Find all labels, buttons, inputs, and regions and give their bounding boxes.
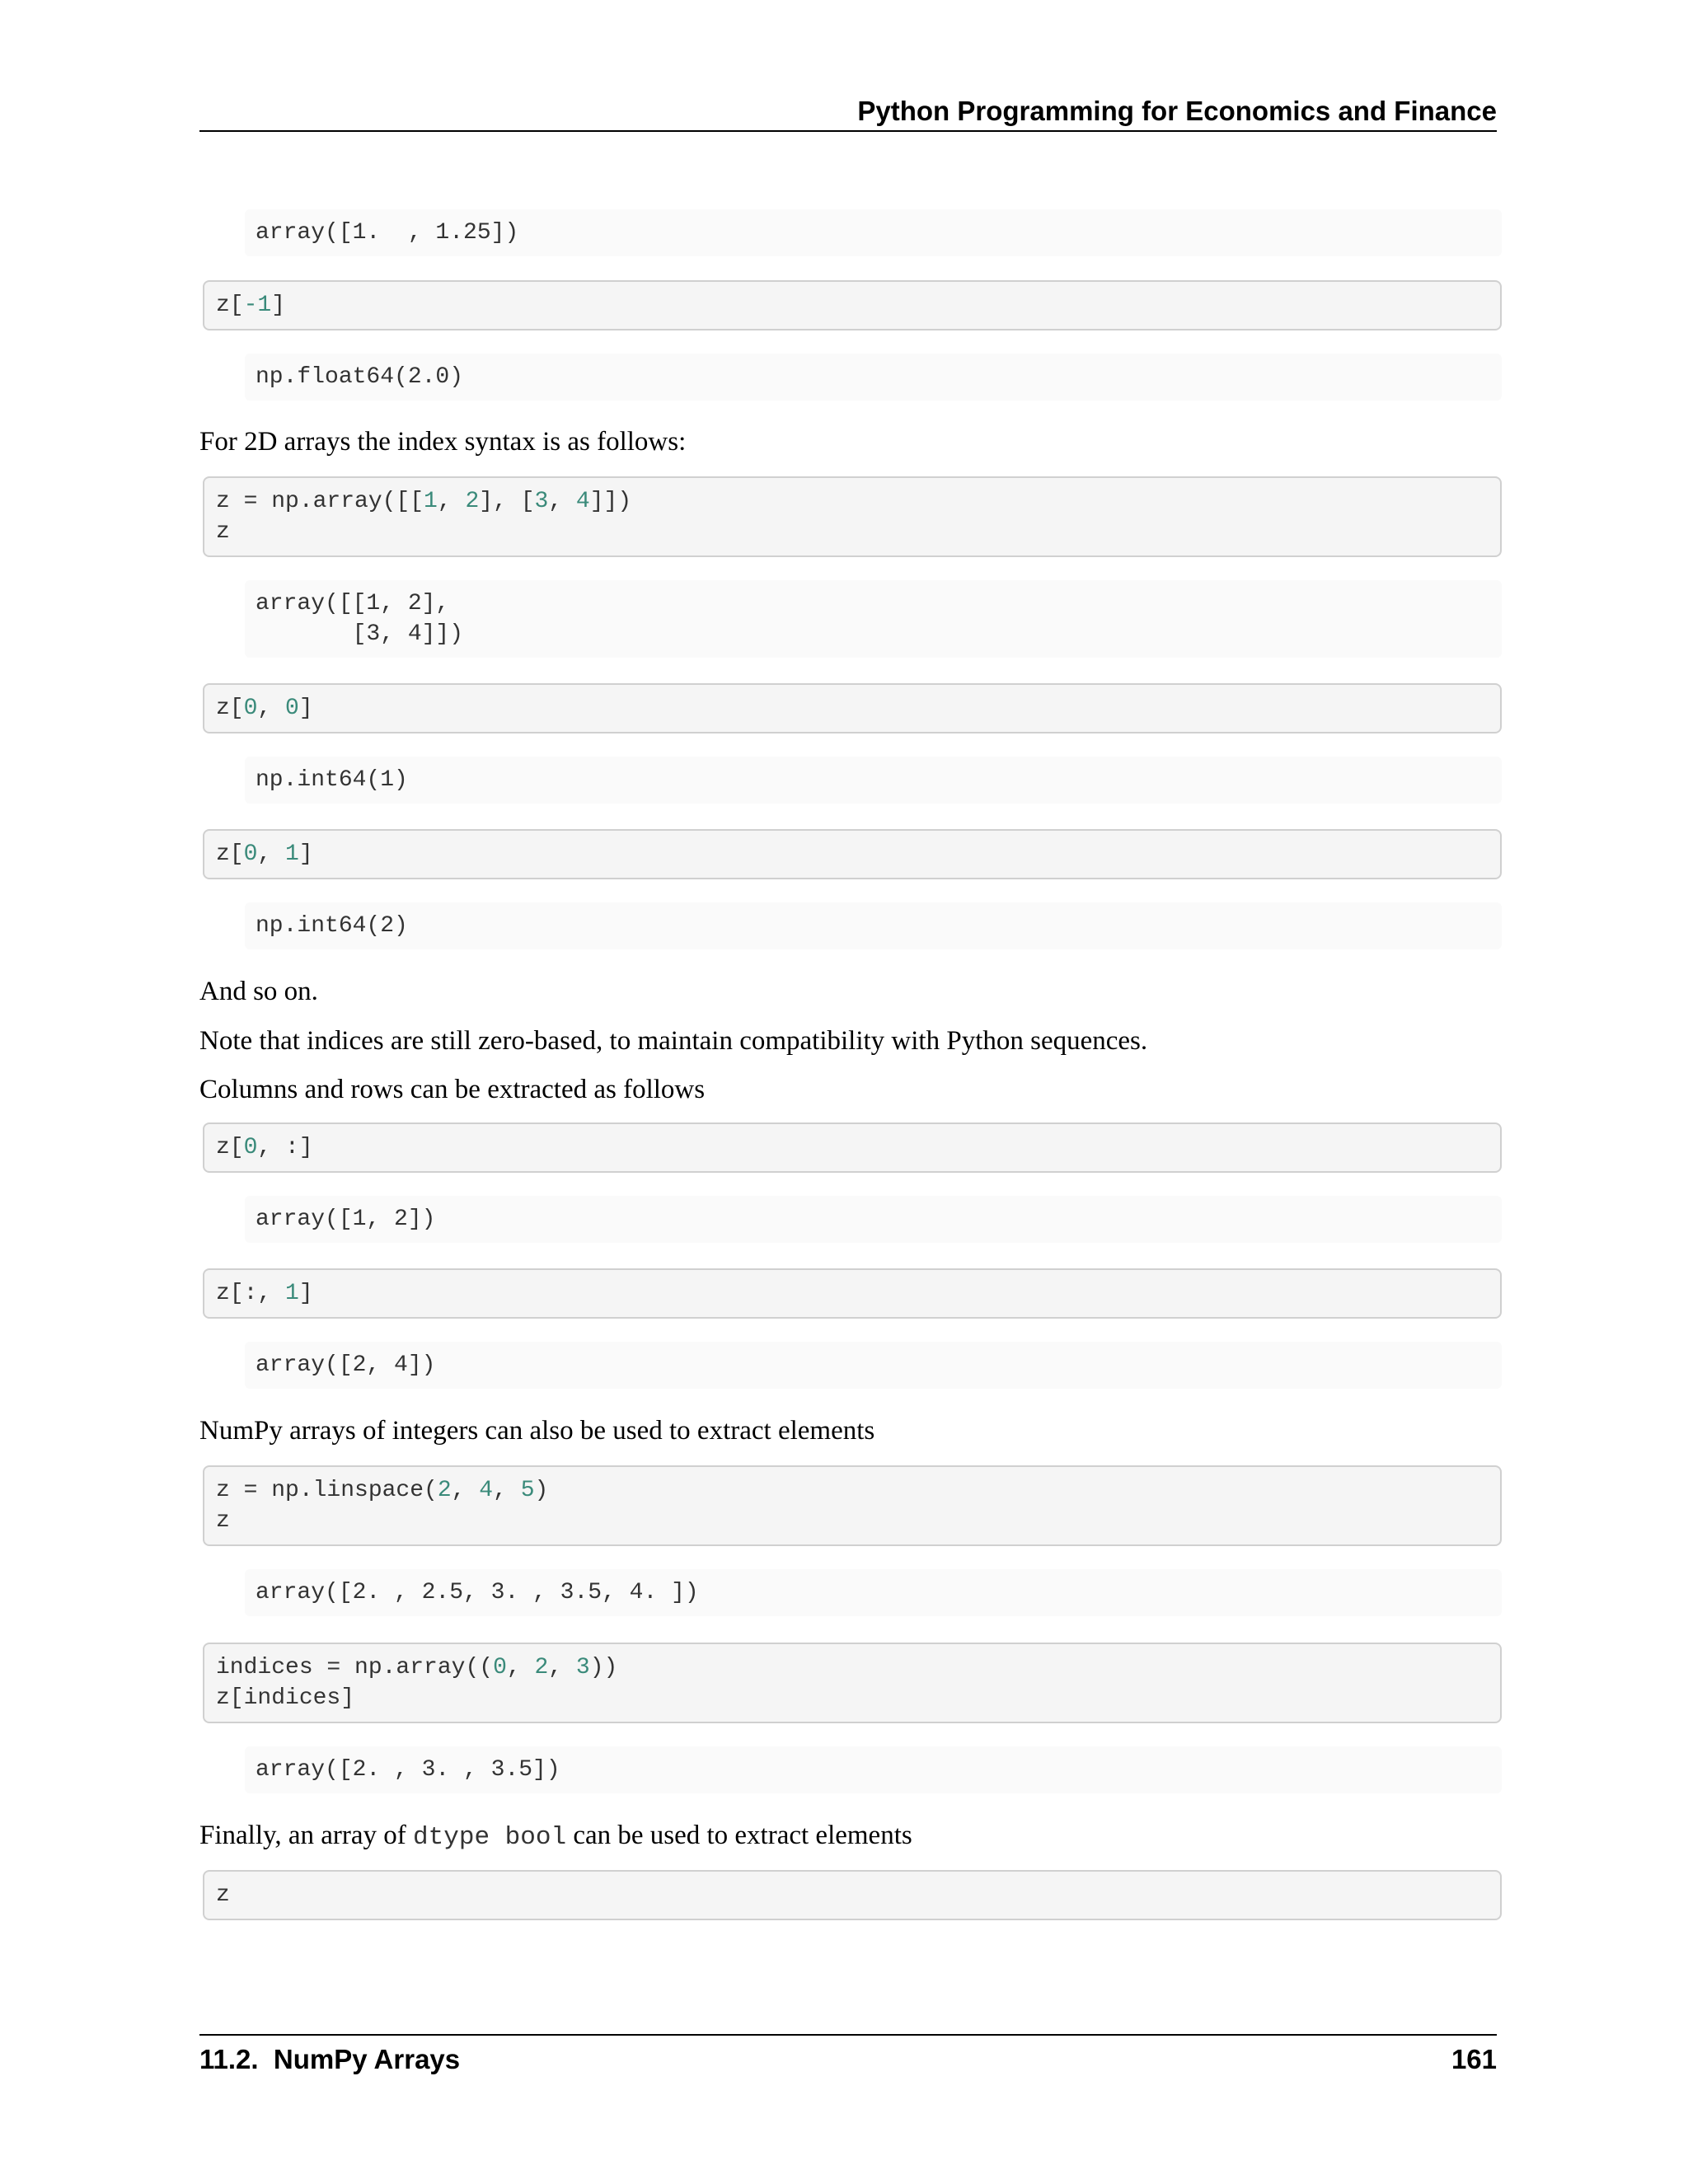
output-cell: np.float64(2.0) (245, 354, 1502, 401)
running-header (199, 92, 1497, 132)
output-cell: array([2, 4]) (245, 1342, 1502, 1389)
output-cell: np.int64(1) (245, 757, 1502, 804)
output-cell: array([2. , 2.5, 3. , 3.5, 4. ]) (245, 1569, 1502, 1616)
paragraph: And so on. (199, 977, 318, 1006)
code-cell[interactable]: z (203, 1870, 1502, 1920)
running-footer (199, 2034, 1497, 2080)
code-cell[interactable]: z[:, 1] (203, 1268, 1502, 1319)
output-cell: array([1. , 1.25]) (245, 209, 1502, 256)
output-cell: np.int64(2) (245, 902, 1502, 949)
paragraph: Columns and rows can be extracted as follows (199, 1075, 706, 1104)
paragraph: Note that indices are still zero-based, to maintain compatibility with Python sequences. (199, 1026, 1148, 1056)
paragraph: NumPy arrays of integers can also be used to extract elements (199, 1416, 875, 1446)
output-cell: array([2. , 3. , 3.5]) (245, 1746, 1502, 1793)
inline-code: dtype bool (413, 1823, 567, 1852)
section-title: 11.2. NumPy Arrays (199, 2044, 461, 2074)
output-cell: array([[1, 2], [3, 4]]) (245, 580, 1502, 658)
code-cell[interactable]: z[0, 0] (203, 683, 1502, 733)
page (199, 0, 1497, 2184)
code-cell[interactable]: z = np.linspace(2, 4, 5) z (203, 1465, 1502, 1546)
code-cell[interactable]: z = np.array([[1, 2], [3, 4]]) z (203, 476, 1502, 557)
output-cell: array([1, 2]) (245, 1196, 1502, 1243)
book-title: Python Programming for Economics and Finance (857, 96, 1497, 126)
code-cell[interactable]: z[-1] (203, 280, 1502, 330)
page-number: 161 (1451, 2044, 1497, 2074)
code-cell[interactable]: z[0, :] (203, 1122, 1502, 1173)
paragraph: For 2D arrays the index syntax is as follows: (199, 427, 687, 457)
code-cell[interactable]: z[0, 1] (203, 829, 1502, 879)
paragraph: Finally, an array of dtype bool can be used to extract elements (199, 1821, 912, 1852)
code-cell[interactable]: indices = np.array((0, 2, 3)) z[indices] (203, 1643, 1502, 1723)
